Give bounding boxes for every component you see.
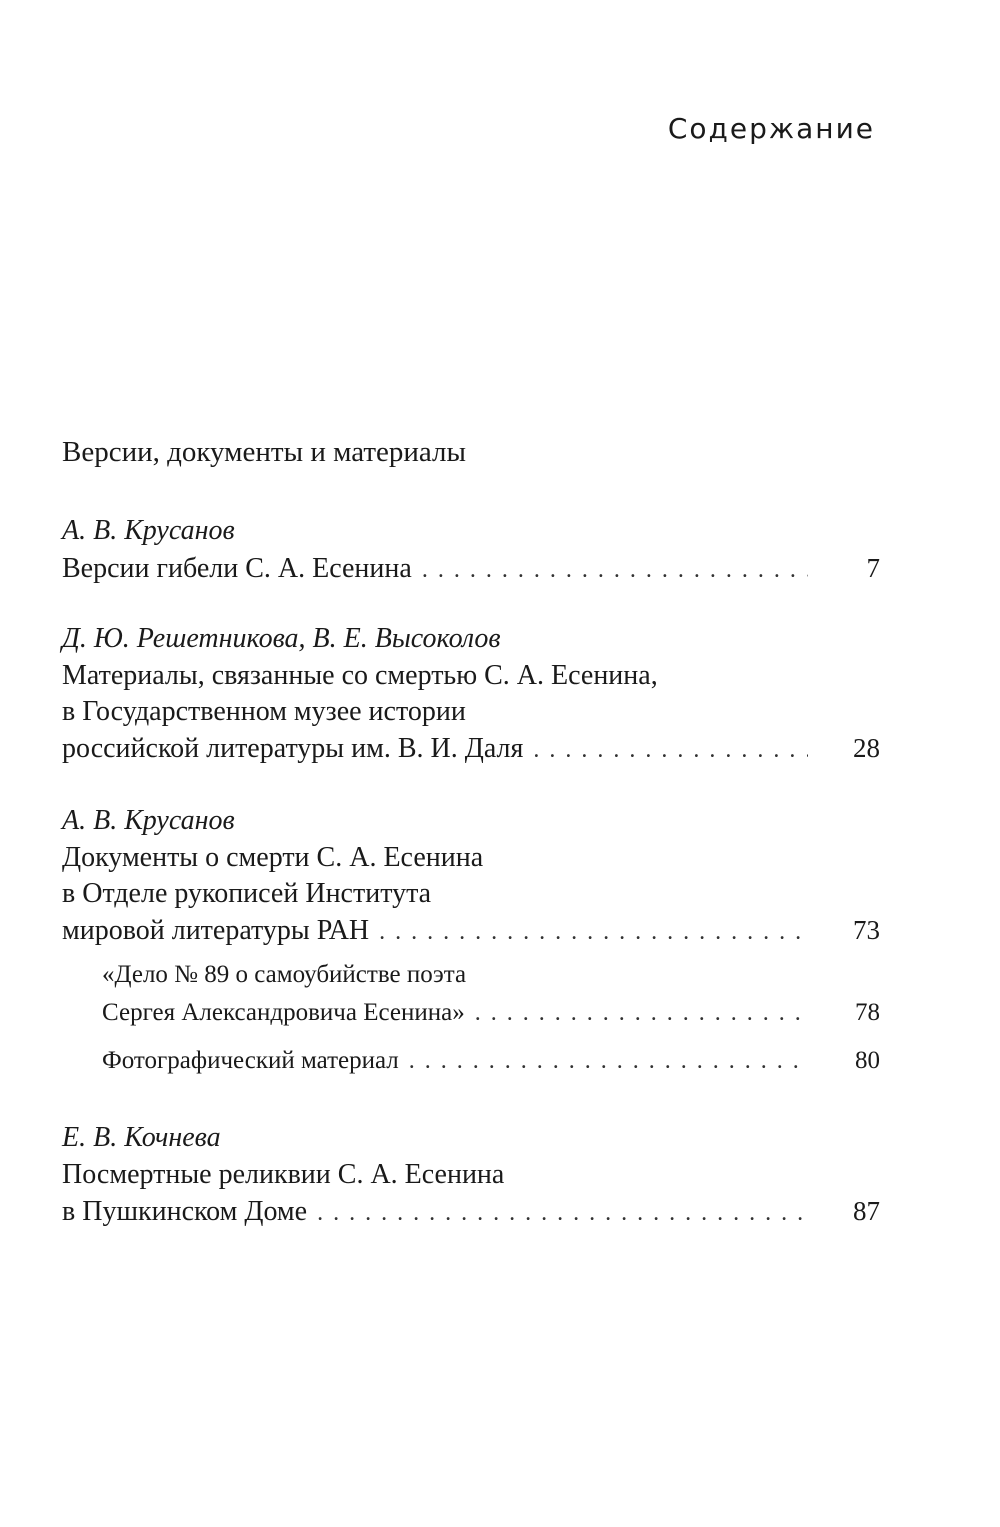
dot-leader xyxy=(475,996,808,1030)
entry-title-line: Материалы, связанные со смертью С. А. Есенина, xyxy=(62,660,658,691)
page-number: 28 xyxy=(853,733,880,763)
toc-entry[interactable] xyxy=(62,512,880,586)
entry-title-line: Документы о смерти С. А. Есенина xyxy=(62,842,484,873)
toc-entry[interactable] xyxy=(62,620,880,766)
entry-title-line: мировой литературы РАН . . . 73 xyxy=(62,912,880,948)
entry-title-line: «Дело № 89 о самоубийстве поэта xyxy=(102,961,467,988)
dot-leader xyxy=(317,1195,808,1231)
entry-title-line: Сергея Александровича Есенина» . . . 78 xyxy=(102,996,880,1030)
page-number: 80 xyxy=(855,1047,880,1074)
toc-subentry[interactable] xyxy=(102,958,880,1030)
dot-leader xyxy=(422,552,808,588)
section-title: Версии, документы и материалы xyxy=(62,436,467,468)
page-number: 7 xyxy=(866,553,880,583)
page-title: Содержание xyxy=(667,112,875,145)
entry-title-line: российской литературы им. В. И. Даля . . . 28 xyxy=(62,730,880,766)
entry-author: А. В. Крусанов xyxy=(62,515,235,546)
entry-title-line: Посмертные реликвии С. А. Есенина xyxy=(62,1159,505,1190)
toc-entry[interactable] xyxy=(62,802,880,948)
dot-leader xyxy=(533,732,808,768)
entry-title-line: в Отделе рукописей Института xyxy=(62,878,432,909)
dot-leader xyxy=(409,1044,808,1078)
entry-author: Д. Ю. Решетникова, В. Е. Высоколов xyxy=(62,623,501,654)
page-number: 87 xyxy=(853,1196,880,1226)
entry-title-line: в Пушкинском Доме . . . 87 xyxy=(62,1193,880,1229)
dot-leader xyxy=(379,914,808,950)
toc-subentry[interactable] xyxy=(102,1044,880,1078)
entry-title-line: в Государственном музее истории xyxy=(62,696,466,727)
entry-author: Е. В. Кочнева xyxy=(62,1122,221,1153)
entry-author: А. В. Крусанов xyxy=(62,805,235,836)
entry-title-line: Фотографический материал . . . 80 xyxy=(102,1044,880,1078)
entry-title-line: Версии гибели С. А. Есенина . . . 7 xyxy=(62,550,880,586)
page-number: 73 xyxy=(853,915,880,945)
page-number: 78 xyxy=(855,999,880,1026)
toc-entry[interactable] xyxy=(62,1119,880,1229)
